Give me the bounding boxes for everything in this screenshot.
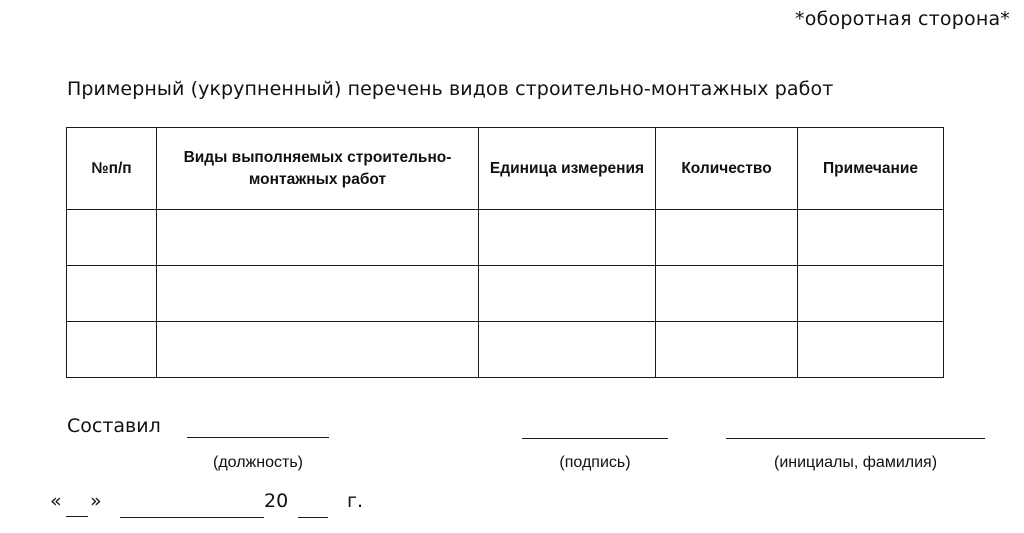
name-caption: (инициалы, фамилия) xyxy=(773,454,938,471)
table-cell[interactable] xyxy=(479,210,656,266)
column-header-note: Примечание xyxy=(798,128,944,210)
table-cell[interactable] xyxy=(479,322,656,378)
month-line[interactable] xyxy=(120,517,264,518)
day-line[interactable] xyxy=(66,516,88,517)
table-cell[interactable] xyxy=(67,322,157,378)
column-header-unit: Единица измерения xyxy=(479,128,656,210)
name-line[interactable] xyxy=(726,438,985,439)
table-cell[interactable] xyxy=(67,210,157,266)
table-header-row xyxy=(67,128,944,210)
table-cell[interactable] xyxy=(479,266,656,322)
composed-by-label: Составил xyxy=(67,415,161,437)
column-header-quantity: Количество xyxy=(656,128,798,210)
table-row xyxy=(67,210,944,266)
table-cell[interactable] xyxy=(67,266,157,322)
table-cell[interactable] xyxy=(798,210,944,266)
position-caption: (должность) xyxy=(213,454,303,471)
reverse-side-note: *оборотная сторона* xyxy=(795,8,1010,30)
signature-line[interactable] xyxy=(522,438,668,439)
table-cell[interactable] xyxy=(157,210,479,266)
table-cell[interactable] xyxy=(798,322,944,378)
year-suffix: г. xyxy=(347,490,364,512)
year-prefix: 20 xyxy=(264,490,289,512)
table-cell[interactable] xyxy=(656,322,798,378)
column-header-work-types: Виды выполняемых строительно-монтажных работ xyxy=(157,128,479,210)
table-row xyxy=(67,266,944,322)
table-row xyxy=(67,322,944,378)
signature-caption: (подпись) xyxy=(559,454,631,471)
document-title: Примерный (укрупненный) перечень видов строительно-монтажных работ xyxy=(67,78,834,100)
day-open-quote: « xyxy=(50,490,62,512)
day-close-quote: » xyxy=(90,490,102,512)
works-table xyxy=(66,127,944,378)
table-cell[interactable] xyxy=(656,266,798,322)
table-cell[interactable] xyxy=(798,266,944,322)
position-line[interactable] xyxy=(187,437,329,438)
column-header-number: №п/п xyxy=(67,128,157,210)
table-cell[interactable] xyxy=(157,322,479,378)
table-cell[interactable] xyxy=(656,210,798,266)
year-line[interactable] xyxy=(298,517,328,518)
table-cell[interactable] xyxy=(157,266,479,322)
